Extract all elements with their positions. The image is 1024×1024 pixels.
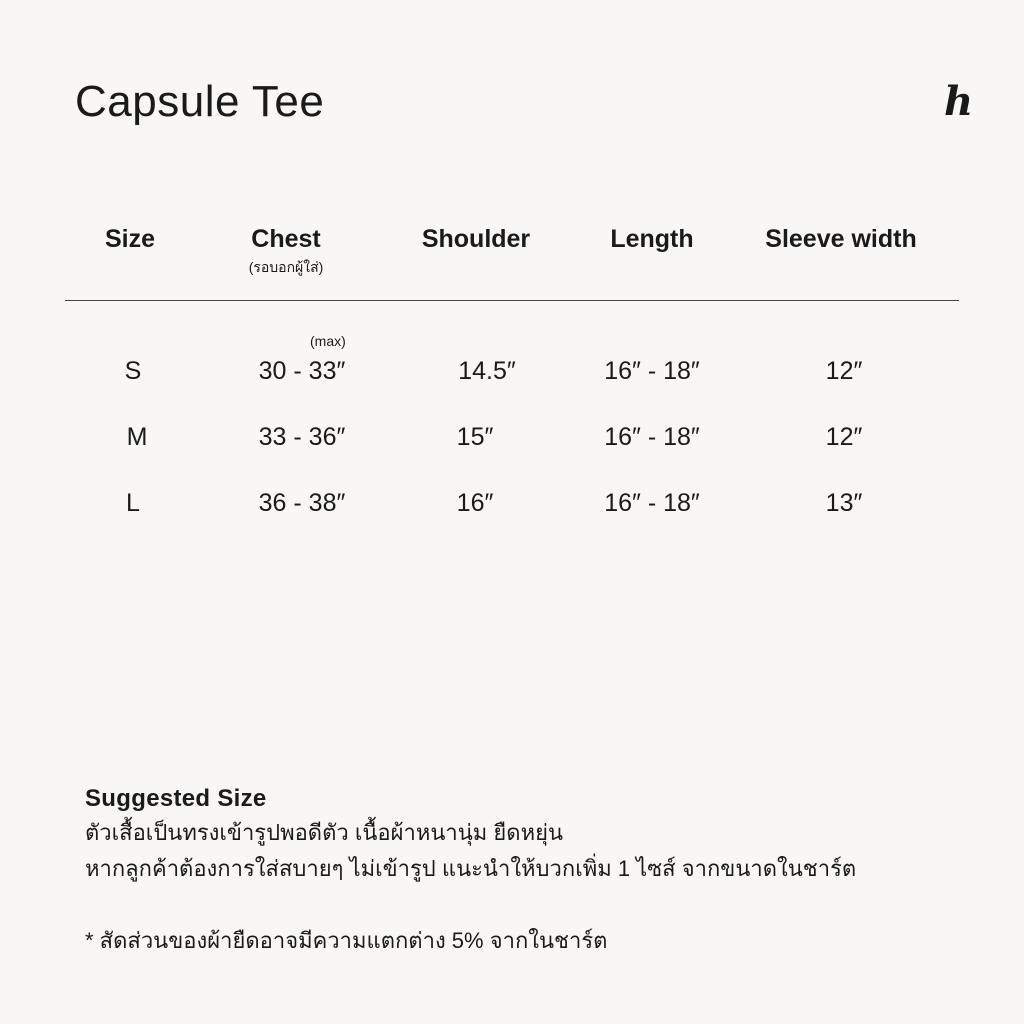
row-m-length: 16″ - 18″ (604, 423, 700, 451)
row-l-size: L (126, 489, 140, 517)
table-divider (65, 300, 959, 301)
row-m-size: M (126, 423, 148, 451)
header-chest-subtitle: (รอบอกผู้ใส่) (248, 259, 324, 275)
row-s-size: S (124, 357, 142, 385)
suggested-size-line-2: หากลูกค้าต้องการใส่สบายๆ ไม่เข้ารูป แนะนำให้บวกเพิ่ม 1 ไซส์ จากขนาดในชาร์ต (85, 856, 857, 881)
header-chest: Chest (251, 225, 321, 253)
brand-logo: h (944, 78, 974, 125)
max-note: (max) (310, 333, 346, 349)
row-l-shoulder: 16″ (456, 489, 494, 517)
suggested-size-line-1: ตัวเสื้อเป็นทรงเข้ารูปพอดีตัว เนื้อผ้าหนานุ่ม ยืดหยุ่น (85, 820, 564, 845)
row-l-length: 16″ - 18″ (604, 489, 700, 517)
row-l-chest: 36 - 38″ (258, 489, 346, 517)
header-length: Length (610, 225, 694, 253)
row-m-chest: 33 - 36″ (258, 423, 346, 451)
row-s-length: 16″ - 18″ (604, 357, 700, 385)
row-s-chest: 30 - 33″ (258, 357, 346, 385)
page-title: Capsule Tee (75, 77, 325, 126)
header-shoulder: Shoulder (421, 225, 531, 253)
header-size: Size (104, 225, 156, 253)
row-m-shoulder: 15″ (456, 423, 494, 451)
row-l-sleeve: 13″ (825, 489, 863, 517)
suggested-size-title: Suggested Size (85, 785, 267, 812)
row-s-sleeve: 12″ (825, 357, 863, 385)
row-s-shoulder: 14.5″ (458, 357, 516, 385)
fabric-stretch-note: * สัดส่วนของผ้ายืดอาจมีความแตกต่าง 5% จากในชาร์ต (85, 928, 608, 953)
row-m-sleeve: 12″ (825, 423, 863, 451)
header-sleeve-width: Sleeve width (765, 225, 917, 253)
